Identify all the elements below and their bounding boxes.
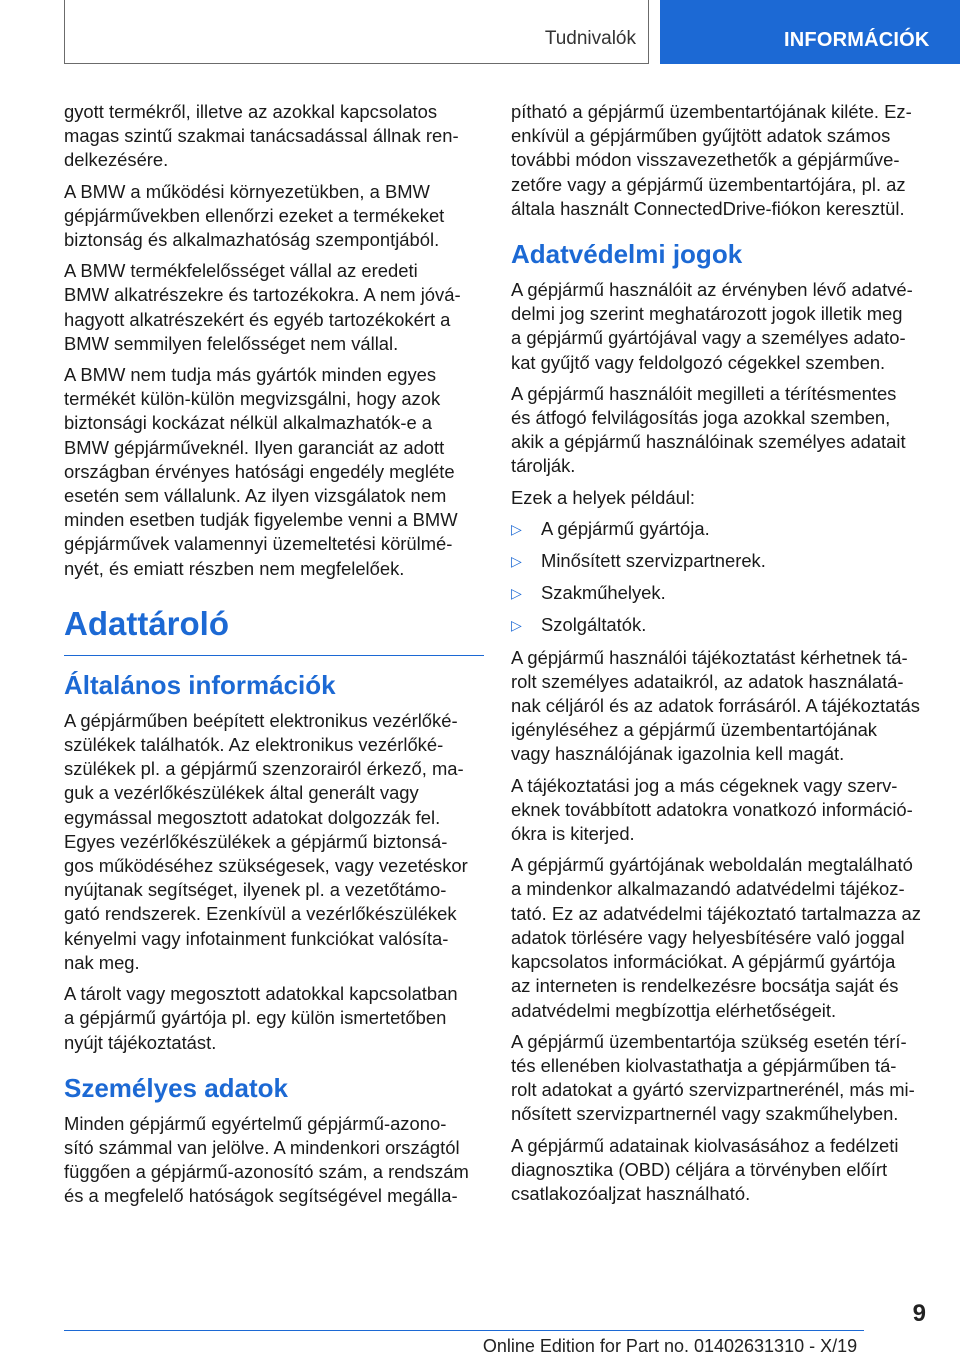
text-line: A gépjármű használóit az érvényben lévő adatvé‐: [511, 279, 913, 301]
chapter-title: Adattároló: [64, 605, 484, 656]
text-line: országban érvényes hatósági engedély megléte: [64, 460, 455, 482]
text-line: általa használt ConnectedDrive-fiókon keresztül.: [511, 197, 905, 219]
paragraph: [511, 278, 931, 375]
text-line: gyott termékről, illetve az azokkal kapcsolatos: [64, 101, 438, 122]
text-line: BMW gépjárműveknél. Ilyen garanciát az adott: [64, 436, 445, 458]
text-line: és átfogó felvilágosítás joga azokkal szemben,: [511, 407, 891, 429]
paragraph: [511, 486, 931, 510]
list-item: [511, 613, 931, 637]
list-item: [511, 517, 931, 541]
triangle-bullet-icon: ▷: [511, 520, 522, 537]
text-line: sító számmal van jelölve. A mindenkori országtól: [64, 1136, 460, 1158]
footer-edition-text: Online Edition for Part no. 01402631310 - X/19: [482, 1336, 858, 1356]
text-line: A gépjármű gyártójának weboldalán megtalálható: [511, 854, 913, 876]
text-line: csatlakozóaljzat használható.: [511, 1182, 751, 1204]
text-line: pítható a gépjármű üzembentartójának kiléte. Ez‐: [511, 101, 912, 122]
text-line: nyét, és emiatt részben nem megfelelőek.: [64, 557, 405, 579]
text-line: egymással megosztott adatokat dolgozzák fel.: [64, 806, 441, 828]
text-line: enkívül a gépjárműben gyűjtött adatok számos: [511, 125, 891, 147]
text-line: a gépjármű gyártója pl. egy külön ismertetőben: [64, 1007, 447, 1029]
triangle-bullet-icon: ▷: [511, 553, 522, 570]
page-header: [0, 0, 960, 66]
text-line: diagnosztika (OBD) céljára a törvényben előírt: [511, 1158, 888, 1180]
paragraph: [64, 1112, 484, 1209]
text-line: ókra is kiterjed.: [511, 823, 635, 845]
text-line: A BMW a működési környezetükben, a BMW: [64, 180, 430, 202]
text-line: minden esetben tudják figyelembe venni a BMW: [64, 509, 458, 531]
paragraph: [64, 259, 484, 356]
paragraph: [511, 382, 931, 479]
text-line: szülékek pl. a gépjármű szenzorairól érkező, ma‐: [64, 758, 464, 780]
text-line: nak céljáról és az adatok forrásáról. A tájékoztatás: [511, 695, 920, 717]
triangle-bullet-icon: ▷: [511, 617, 522, 634]
header-section-box: [64, 0, 649, 64]
text-line: termékét külön-külön megvizsgálni, hogy azok: [64, 388, 441, 410]
header-section-title: Tudnivalók: [544, 28, 636, 49]
text-line: az interneten is rendelkezésre bocsátja saját és: [511, 975, 899, 997]
paragraph: [64, 982, 484, 1055]
text-line: nak meg.: [64, 951, 140, 973]
text-line: Ezek a helyek például:: [511, 486, 696, 508]
text-line: biztonság és alkalmazhatóság szempontjából.: [64, 229, 440, 251]
text-line: A tárolt vagy megosztott adatokkal kapcsolatban: [64, 983, 458, 1005]
text-line: rolt adatokat a gyártó szervizpartnerénél, más mi‐: [511, 1079, 915, 1101]
text-line: a mindenkor alkalmazandó adatvédelmi tájékoz‐: [511, 878, 905, 900]
list-item: [511, 549, 931, 573]
text-line: Minden gépjármű egyértelmű gépjármű-azono‐: [64, 1112, 447, 1134]
text-line: nősített szervizpartnernél vagy szakműhelyben.: [511, 1103, 899, 1125]
section-title-personal-data: Személyes adatok: [64, 1072, 289, 1103]
text-line: A gépjármű üzembentartója szükség esetén térí‐: [511, 1030, 907, 1052]
text-line: Egyes vezérlőkészülékek a gépjármű biztonsá‐: [64, 830, 448, 852]
text-line: magas szintű szakmai tanácsadással állnak ren‐: [64, 125, 459, 147]
text-line: gató rendszerek. Ezenkívül a vezérlőkészülékek: [64, 903, 457, 925]
text-line: BMW semmilyen felelősséget nem vállal.: [64, 332, 399, 354]
text-line: A tájékoztatási jog a más cégeknek vagy szerv‐: [511, 774, 898, 796]
text-line: a gépjármű gyártójával vagy a személyes adato‐: [511, 327, 906, 349]
text-line: függően a gépjármű-azonosító szám, a rendszám: [64, 1161, 469, 1183]
text-line: tés ellenében kiolvastathatja a gépjárműben tá‐: [511, 1054, 897, 1076]
paragraph: [64, 363, 484, 581]
text-line: A BMW termékfelelősséget vállal az eredeti: [64, 260, 418, 282]
text-line: biztonsági kockázat nélkül alkalmazhatók-e a: [64, 412, 433, 434]
text-line: gos működéséhez szükségesek, vagy vezetéskor: [64, 855, 468, 877]
paragraph: [64, 709, 484, 975]
header-chapter-tab: INFORMÁCIÓK: [660, 0, 960, 64]
text-line: BMW alkatrészekre és tartozékokra. A nem jóvá‐: [64, 284, 461, 306]
paragraph: [511, 774, 931, 847]
text-line: delkezésére.: [64, 149, 169, 171]
text-line: gépjárművek valamennyi üzemeltetési körülmé‐: [64, 533, 453, 555]
paragraph: [64, 180, 484, 253]
list-item-text: Minősített szervizpartnerek.: [541, 550, 766, 572]
text-line: zetőre vagy a gépjármű üzembentartójára, pl. az: [511, 173, 906, 195]
text-line: tató. Ez az adatvédelmi tájékoztató tartalmazza az: [511, 902, 921, 924]
text-line: adatok törlésére vagy helyesbítésére való joggal: [511, 926, 905, 948]
text-line: guk a vezérlőkészülékek által generált vagy: [64, 782, 419, 804]
text-line: adatvédelmi megbízottja elérhetőségeit.: [511, 999, 837, 1021]
paragraph: [511, 646, 931, 767]
triangle-bullet-icon: ▷: [511, 585, 522, 602]
text-line: A gépjármű használóit megilleti a térítésmentes: [511, 382, 897, 404]
text-line: nyújt tájékoztatást.: [64, 1031, 217, 1053]
list-item-text: Szolgáltatók.: [541, 614, 647, 636]
text-line: további módon visszavezethetők a gépjárműve‐: [511, 149, 900, 171]
paragraph: [511, 853, 931, 1022]
list-item-text: A gépjármű gyártója.: [541, 517, 710, 539]
text-line: szülékek találhatók. Az elektronikus vezérlőké‐: [64, 734, 444, 756]
paragraph: [511, 100, 931, 221]
section-title-privacy-rights: Adatvédelmi jogok: [511, 239, 743, 270]
text-line: vagy használójának igazolnia kell magát.: [511, 743, 845, 765]
left-column: [64, 100, 484, 1216]
text-line: delmi jog szerint meghatározott jogok illetik meg: [511, 303, 903, 325]
text-line: kényelmi vagy infotainment funkciókat valósíta‐: [64, 927, 449, 949]
paragraph: [64, 100, 484, 173]
text-line: A BMW nem tudja más gyártók minden egyes: [64, 364, 437, 386]
text-line: kapcsolatos információkat. A gépjármű gyártója: [511, 951, 896, 973]
paragraph: [511, 1134, 931, 1207]
text-line: A gépjármű használói tájékoztatást kérhetnek tá‐: [511, 646, 908, 668]
list-item-text: Szakműhelyek.: [541, 582, 666, 604]
paragraph: [511, 1030, 931, 1127]
page-number: 9: [912, 1300, 926, 1327]
text-line: rolt személyes adataikról, az adatok használatá‐: [511, 670, 904, 692]
text-line: hagyott alkatrészekért és egyéb tartozékokért a: [64, 308, 451, 330]
text-line: gépjárművekben ellenőrzi ezeket a termékeket: [64, 204, 445, 226]
list-item: [511, 581, 931, 605]
section-title-general-info: Általános információk: [64, 669, 336, 700]
bullet-list: [511, 517, 931, 638]
text-line: igényléséhez a gépjármű üzembentartójának: [511, 719, 877, 741]
text-line: nyújtanak segítséget, ilyenek pl. a vezetőtámo‐: [64, 879, 447, 901]
text-line: A gépjármű adatainak kiolvasásához a fedélzeti: [511, 1134, 899, 1156]
text-line: kat gyűjtő vagy feldolgozó cégekkel szemben.: [511, 351, 886, 373]
text-line: esetén sem vállalunk. Az ilyen vizsgálatok nem: [64, 485, 447, 507]
text-line: akik a gépjármű használóinak személyes adatait: [511, 431, 906, 453]
footer-divider: [64, 1330, 864, 1331]
right-column: [511, 100, 931, 1213]
text-line: A gépjárműben beépített elektronikus vezérlőké‐: [64, 709, 458, 731]
text-line: és a megfelelő hatóságok segítségével megálla‐: [64, 1185, 458, 1207]
text-line: eknek továbbított adatokra vonatkozó információ‐: [511, 798, 913, 820]
text-line: tárolják.: [511, 455, 576, 477]
